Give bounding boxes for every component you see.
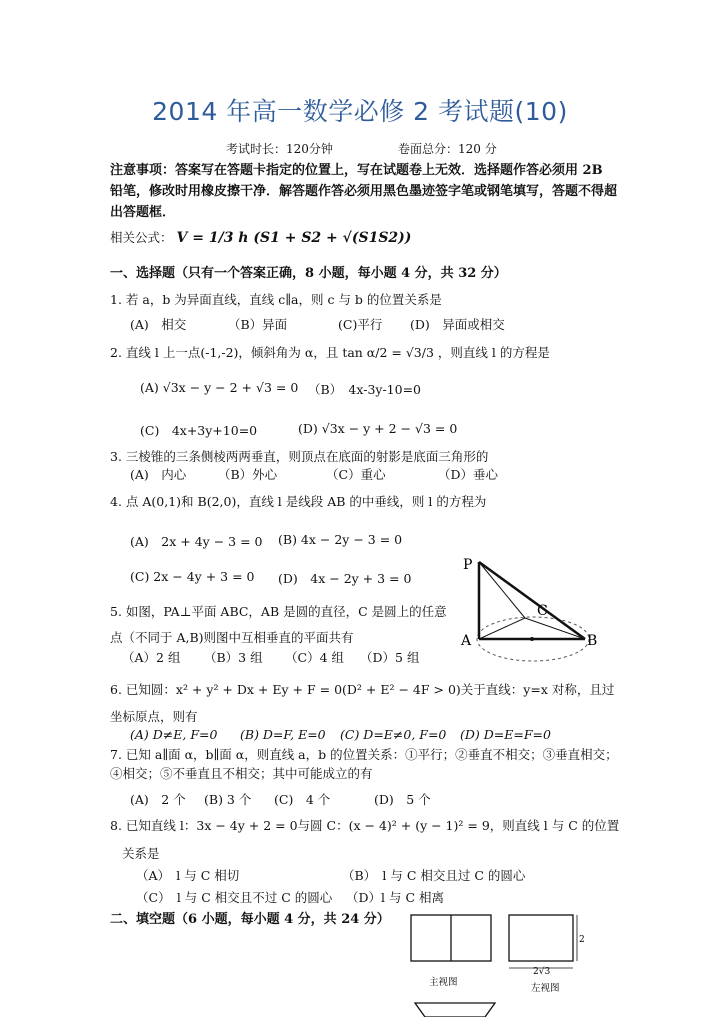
q3-stem: 3. 三棱锥的三条侧棱两两垂直，则顶点在底面的射影是底面三角形的 bbox=[110, 449, 489, 464]
q7-option-a: (A) 2 个 bbox=[130, 792, 186, 807]
q1-option-c: (C)平行 bbox=[338, 317, 383, 332]
three-view-figure bbox=[405, 905, 600, 1017]
page-title: 2014 年高一数学必修 2 考试题(10) bbox=[152, 97, 568, 126]
section-2-heading: 二、填空题（6 小题，每小题 4 分，共 24 分） bbox=[110, 912, 390, 927]
edge-cb bbox=[525, 618, 585, 639]
q3-option-b: （B）外心 bbox=[218, 467, 278, 482]
q2-option-b: （B） 4x-3y-10=0 bbox=[308, 382, 422, 397]
q2-option-d: (D) √3x − y + 2 − √3 = 0 bbox=[298, 421, 458, 436]
q8-option-c: （C） l 与 C 相交且不过 C 的圆心 bbox=[136, 890, 333, 905]
q5-stem-line1: 5. 如图，PA⊥平面 ABC，AB 是圆的直径，C 是圆上的任意 bbox=[110, 604, 447, 619]
front-view-label: 主视图 bbox=[429, 977, 458, 988]
q7-stem-line1: 7. 已知 a∥面 α，b∥面 α，则直线 a，b 的位置关系：①平行；②垂直不相交；③垂直相交； bbox=[110, 747, 618, 762]
q3-option-a: (A) 内心 bbox=[130, 467, 187, 482]
q5-option-b: （B）3 组 bbox=[204, 650, 263, 665]
q4-option-d: (D) 4x − 2y + 3 = 0 bbox=[278, 571, 412, 586]
q6-option-d: (D) D=E=F=0 bbox=[460, 727, 551, 742]
q2-option-c: (C) 4x+3y+10=0 bbox=[140, 423, 258, 438]
q1-option-a: (A) 相交 bbox=[130, 317, 187, 332]
q5-option-a: （A）2 组 bbox=[122, 650, 181, 665]
q6-stem-line1: 6. 已知圆：x² + y² + Dx + Ey + F = 0(D² + E² − 4F > 0)关于直线：y=x 对称，且过 bbox=[110, 682, 615, 697]
q6-option-c: (C) D=E≠0, F=0 bbox=[340, 727, 447, 742]
formula-expression: V = 1/3 h (S1 + S2 + √(S1S2)) bbox=[176, 230, 412, 246]
edge-ac bbox=[479, 618, 525, 639]
q7-option-b: (B) 3 个 bbox=[204, 792, 252, 807]
q2-stem: 2. 直线 l 上一点(-1,-2)，倾斜角为 α，且 tan α/2 = √3/3 ，则直线 l 的方程是 bbox=[110, 345, 550, 360]
center-point bbox=[530, 637, 534, 641]
q8-stem-line2: 关系是 bbox=[122, 846, 160, 861]
q6-option-b: (B) D=F, E=0 bbox=[240, 727, 326, 742]
q6-stem-line2: 坐标原点，则有 bbox=[110, 709, 198, 724]
q4-option-c: (C) 2x − 4y + 3 = 0 bbox=[130, 569, 255, 584]
label-p: P bbox=[463, 557, 473, 573]
label-a: A bbox=[461, 633, 472, 649]
q1-option-d: (D) 异面或相交 bbox=[410, 317, 505, 332]
notice-text: 注意事项：答案写在答题卡指定的位置上，写在试题卷上无效．选择题作答必须用 2B 铅笔，修改时用橡皮擦干净．解答题作答必须用黑色墨迹签字笔或钢笔填写，答题不得超出答题框． bbox=[110, 163, 618, 220]
q6-option-a: (A) D≠E, F=0 bbox=[130, 727, 218, 742]
q5-figure bbox=[455, 552, 605, 670]
q3-option-d: （D）垂心 bbox=[438, 467, 499, 482]
q2-option-a: (A) √3x − y − 2 + √3 = 0 bbox=[140, 380, 299, 395]
q4-option-b: (B) 4x − 2y − 3 = 0 bbox=[278, 532, 403, 547]
q5-option-c: （C）4 组 bbox=[285, 650, 344, 665]
q1-stem: 1. 若 a，b 为异面直线，直线 c∥a，则 c 与 b 的位置关系是 bbox=[110, 292, 442, 307]
width-dim-label: 2√3 bbox=[533, 967, 551, 977]
formula-label: 相关公式： bbox=[110, 230, 173, 245]
edge-pb bbox=[479, 562, 585, 639]
q7-option-c: (C) 4 个 bbox=[274, 792, 331, 807]
formula-line bbox=[110, 228, 411, 246]
q5-stem-line2: 点（不同于 A,B)则图中互相垂直的平面共有 bbox=[110, 630, 354, 645]
label-b: B bbox=[587, 633, 598, 649]
q8-stem-line1: 8. 已知直线 l：3x − 4y + 2 = 0与圆 C：(x − 4)² + (y − 1)² = 9，则直线 l 与 C 的位置 bbox=[110, 818, 620, 833]
q4-option-a: (A) 2x + 4y − 3 = 0 bbox=[130, 534, 263, 549]
top-view-shape bbox=[415, 1003, 495, 1017]
height-dim-label: 2 bbox=[579, 935, 585, 945]
exam-duration: 考试时长：120分钟 bbox=[226, 142, 333, 156]
q8-option-d: （D）l 与 C 相离 bbox=[346, 890, 445, 905]
q5-option-d: （D）5 组 bbox=[360, 650, 420, 665]
q3-option-c: （C）重心 bbox=[326, 467, 386, 482]
q4-stem: 4. 点 A(0,1)和 B(2,0)，直线 l 是线段 AB 的中垂线，则 l 的方程为 bbox=[110, 494, 487, 509]
q7-option-d: (D) 5 个 bbox=[374, 792, 431, 807]
left-view-label: 左视图 bbox=[531, 983, 560, 994]
left-view-rect bbox=[509, 915, 573, 961]
label-c: C bbox=[537, 603, 548, 619]
exam-total-score: 卷面总分：120 分 bbox=[398, 142, 497, 156]
q8-option-a: （A） l 与 C 相切 bbox=[136, 868, 240, 883]
section-1-heading: 一、选择题（只有一个答案正确，8 小题，每小题 4 分，共 32 分） bbox=[110, 266, 507, 281]
q8-option-b: （B） l 与 C 相交且过 C 的圆心 bbox=[342, 868, 526, 883]
q7-stem-line2: ④相交；⑤不垂直且不相交；其中可能成立的有 bbox=[110, 766, 373, 781]
q1-option-b: （B）异面 bbox=[228, 317, 288, 332]
